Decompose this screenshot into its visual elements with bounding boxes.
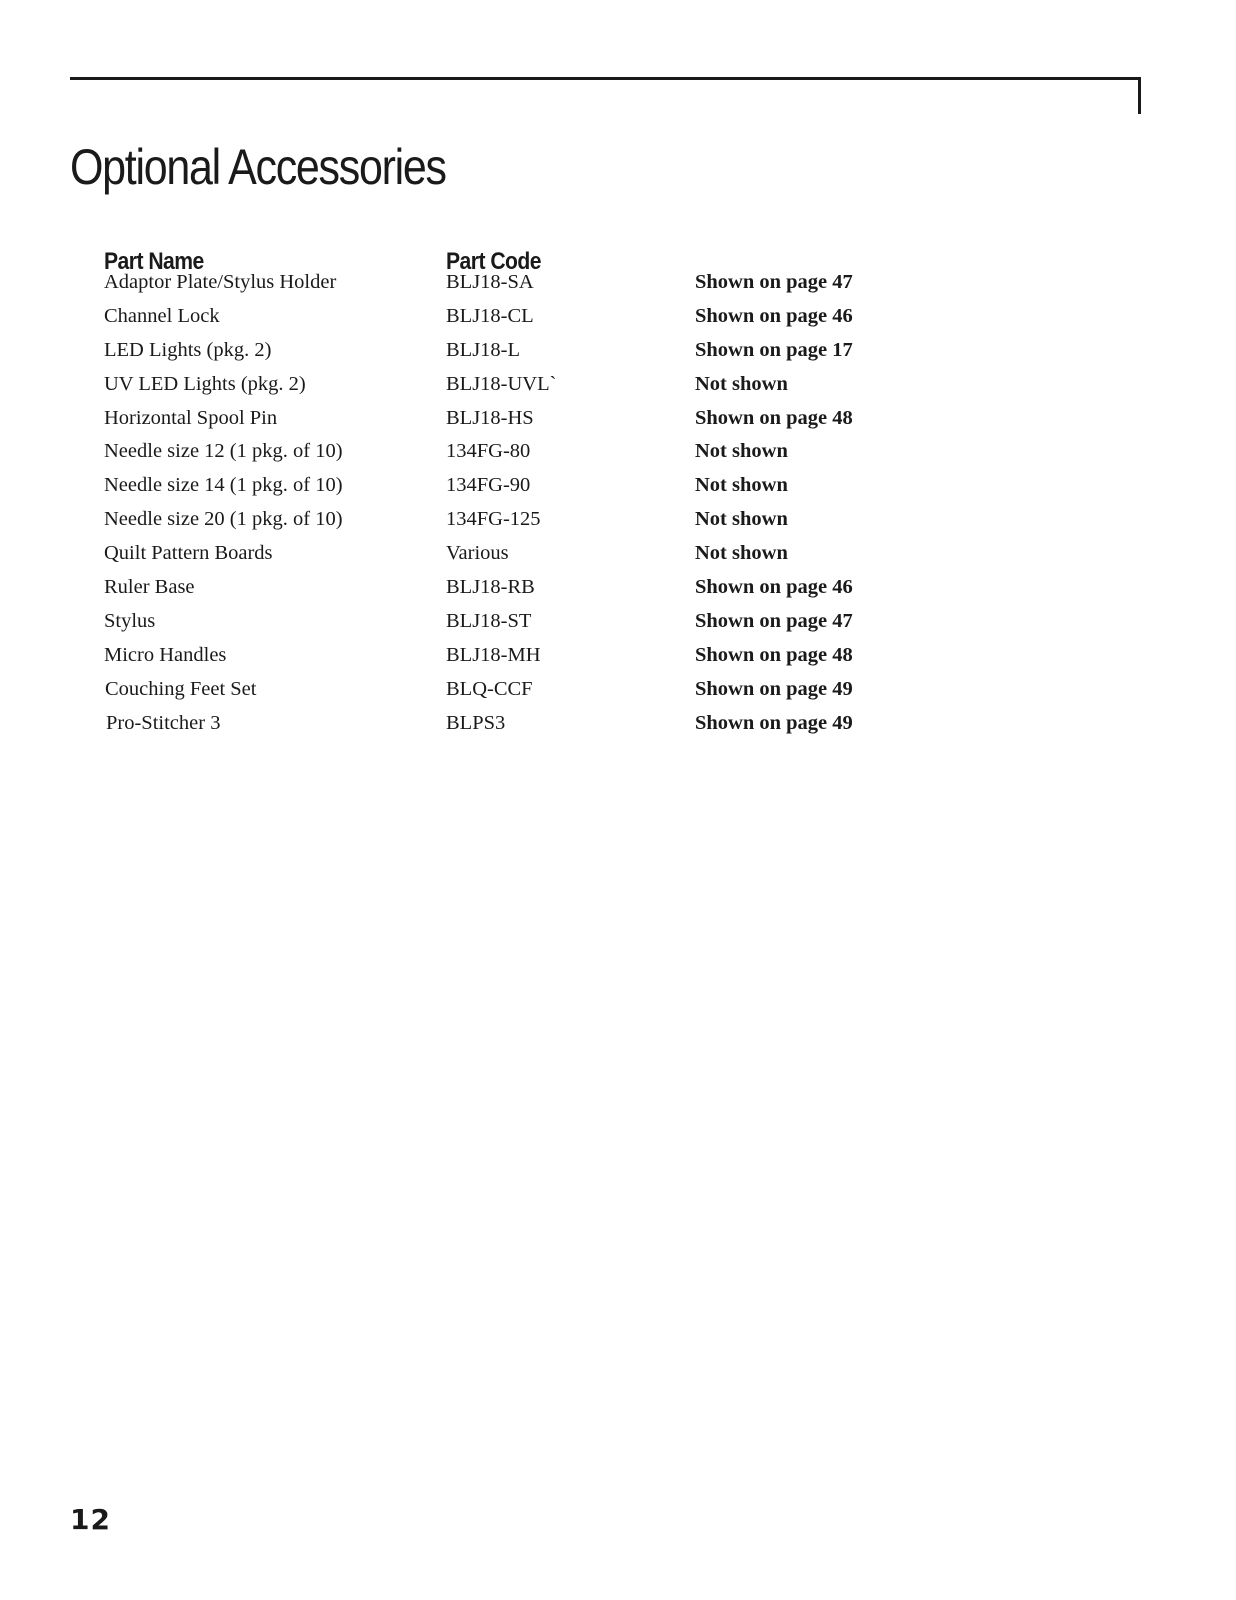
part-code-cell: BLJ18-MH bbox=[446, 643, 541, 666]
part-name-cell: Couching Feet Set bbox=[105, 677, 257, 700]
header-part-code: Part Code bbox=[446, 248, 542, 275]
part-name-cell: Quilt Pattern Boards bbox=[104, 542, 273, 565]
page-title: Optional Accessories bbox=[70, 139, 446, 195]
part-code-cell: BLJ18-RB bbox=[446, 576, 535, 599]
part-name-cell: Needle size 20 (1 pkg. of 10) bbox=[104, 508, 343, 531]
shown-on-cell: Shown on page 17 bbox=[695, 338, 853, 361]
shown-on-cell: Shown on page 48 bbox=[695, 406, 853, 429]
part-code-cell: BLJ18-UVL` bbox=[446, 372, 557, 395]
shown-on-cell: Shown on page 46 bbox=[695, 576, 853, 599]
part-name-cell: UV LED Lights (pkg. 2) bbox=[104, 372, 306, 395]
shown-on-cell: Not shown bbox=[695, 542, 788, 565]
part-name-cell: Adaptor Plate/Stylus Holder bbox=[104, 271, 337, 293]
part-name-cell: Needle size 14 (1 pkg. of 10) bbox=[104, 474, 343, 497]
part-code-cell: BLQ-CCF bbox=[446, 677, 533, 700]
shown-on-cell: Not shown bbox=[695, 372, 788, 395]
part-code-cell: BLJ18-HS bbox=[446, 406, 534, 429]
part-name-cell: Channel Lock bbox=[104, 304, 220, 327]
shown-on-cell: Not shown bbox=[695, 474, 788, 497]
shown-on-cell: Shown on page 49 bbox=[695, 677, 853, 700]
part-code-cell: 134FG-90 bbox=[446, 474, 531, 497]
part-code-cell: 134FG-80 bbox=[446, 440, 531, 463]
part-code-cell: BLJ18-CL bbox=[446, 304, 534, 327]
accessories-table bbox=[104, 248, 924, 756]
top-rule bbox=[70, 77, 1141, 80]
shown-on-cell: Shown on page 47 bbox=[695, 271, 853, 293]
shown-on-cell: Not shown bbox=[695, 508, 788, 531]
shown-on-cell: Shown on page 46 bbox=[695, 304, 853, 327]
part-name-cell: Ruler Base bbox=[104, 576, 195, 599]
part-code-cell: BLJ18-ST bbox=[446, 609, 532, 632]
shown-on-cell: Shown on page 49 bbox=[695, 711, 853, 734]
part-name-cell: LED Lights (pkg. 2) bbox=[104, 338, 272, 361]
page-number: 12 bbox=[70, 1503, 111, 1536]
part-name-cell: Pro-Stitcher 3 bbox=[106, 711, 221, 734]
part-name-cell: Needle size 12 (1 pkg. of 10) bbox=[104, 440, 343, 463]
table-row bbox=[104, 711, 924, 757]
part-name-cell: Micro Handles bbox=[104, 643, 227, 666]
table-body bbox=[104, 271, 924, 756]
part-code-cell: BLJ18-SA bbox=[446, 271, 534, 293]
part-code-cell: BLJ18-L bbox=[446, 338, 521, 361]
part-code-cell: 134FG-125 bbox=[446, 508, 541, 531]
part-code-cell: Various bbox=[446, 542, 509, 565]
shown-on-cell: Shown on page 47 bbox=[695, 609, 853, 632]
part-name-cell: Horizontal Spool Pin bbox=[104, 406, 278, 429]
part-code-cell: BLPS3 bbox=[446, 711, 506, 734]
shown-on-cell: Shown on page 48 bbox=[695, 643, 853, 666]
part-name-cell: Stylus bbox=[104, 609, 156, 632]
top-rule-corner-tick bbox=[1138, 77, 1141, 114]
shown-on-cell: Not shown bbox=[695, 440, 788, 463]
header-part-name: Part Name bbox=[104, 248, 204, 275]
